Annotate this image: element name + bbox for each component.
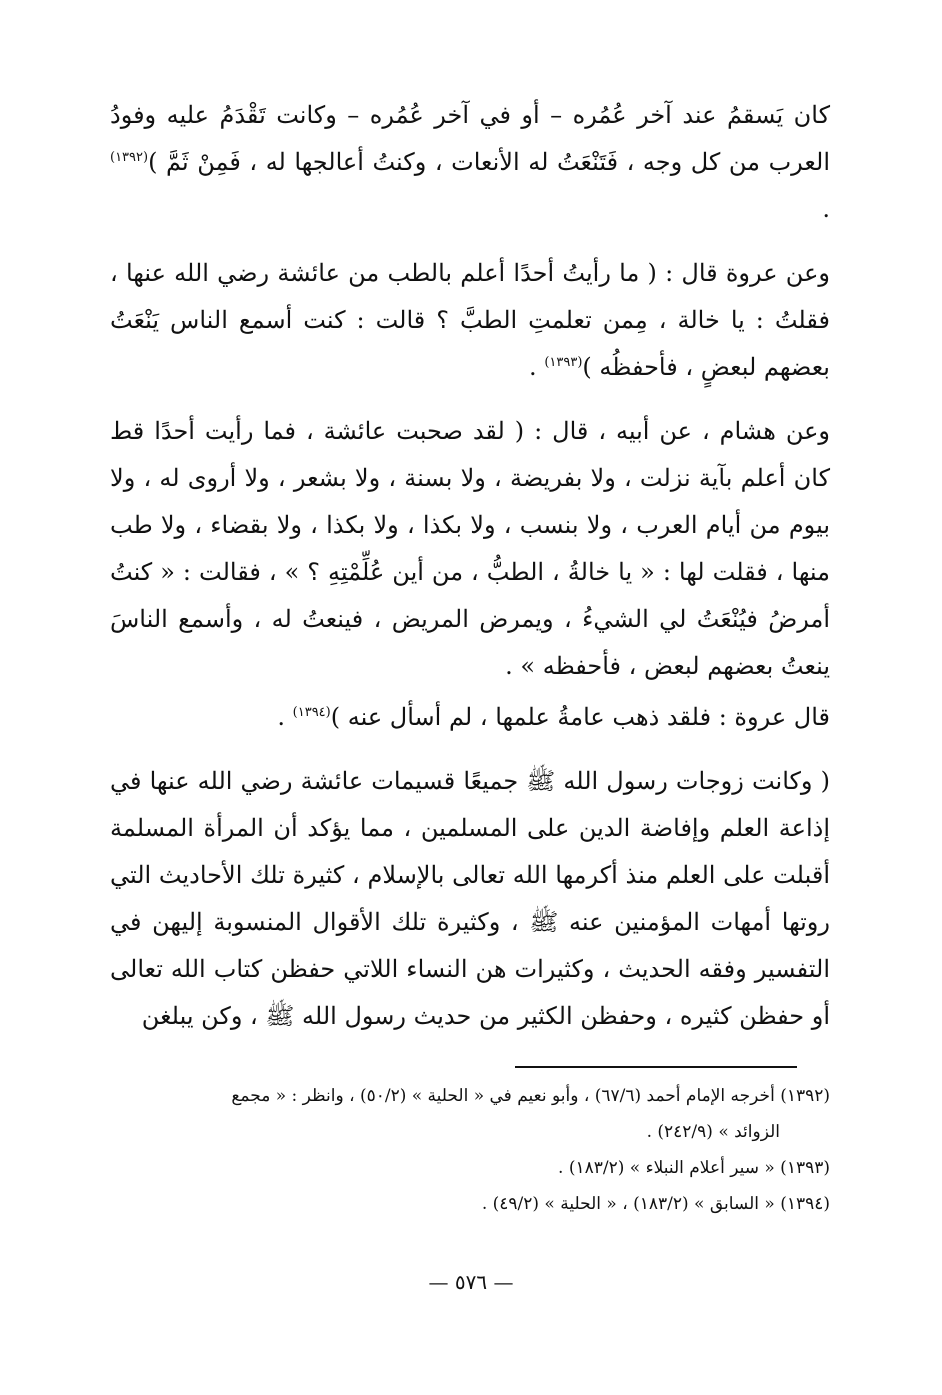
footnote-1392-line2: الزوائد » (٢٤٢/٩) . [646,1122,780,1142]
paragraph-5-text: ( وكانت زوجات رسول الله ﷺ جميعًا قسيمات عائشة رضي الله عنها في إذاعة العلم وإفاضة الدين على المسلمين ، مما يؤكد أن المرأة المسلمة أقبلت على العلم منذ أكرمها الله تعالى بالإسلام ، كثيرة تلك الأحاديث التي روتها أمهات المؤمنين عنه ﷺ ، وكثيرة تلك الأقوال المنسوبة إليهن في التفسير وفقه الحديث ، وكثيرات هن النساء اللاتي حفظن كتاب الله تعالى أو حفظن كثيره ، وحفظن الكثير من حديث رسول الله ﷺ ، وكن يبلغن [110,767,831,1030]
footnote-divider [515,1066,797,1068]
paragraph-1 [110,92,830,233]
paragraph-4 [110,694,830,741]
footnote-1394 [110,1186,830,1222]
paragraph-2-end: . [529,353,545,381]
paragraph-1-text: كان يَسقمُ عند آخر عُمُره – أو في آخر عُمُره – وكانت تَقْدَمُ عليه وفودُ العرب من كل وجه ، فَتَنْعَتُ له الأنعات ، وكنتُ أعالجها له ، فَمِنْ ثَمَّ ) [110,101,830,176]
paragraph-3 [110,408,830,690]
paragraph-2-text: وعن عروة قال : ( ما رأيتُ أحدًا أعلم بالطب من عائشة رضي الله عنها ، فقلتُ : يا خالة ، مِمن تعلمتِ الطبَّ ؟ قالت : كنت أسمع الناس يَنْعَتُ بعضهم لبعضٍ ، فأحفظُه ) [110,259,830,381]
paragraph-2 [110,250,830,391]
footnote-1392 [110,1078,830,1150]
main-text [110,92,830,1057]
paragraph-4-text: قال عروة : فلقد ذهب عامةُ علمها ، لم أسأل عنه ) [330,703,830,731]
footnote-1392-line1: (١٣٩٢) أخرجه الإمام أحمد (٦٧/٦) ، وأبو نعيم في « الحلية » (٥٠/٢) ، وانظر : « مجمع [231,1086,830,1106]
footnote-1394-line1: (١٣٩٤) « السابق » (١٨٣/٢) ، « الحلية » (٤٩/٢) . [481,1194,830,1214]
footnote-1393 [110,1150,830,1186]
footnote-ref-1392: (١٣٩٢) [110,150,149,165]
footnotes [110,1078,830,1222]
footnote-ref-1394: (١٣٩٤) [292,705,331,720]
paragraph-3-text: وعن هشام ، عن أبيه ، قال : ( لقد صحبت عائشة ، فما رأيت أحدًا قط كان أعلم بآية نزلت ، ولا بفريضة ، ولا بسنة ، ولا بشعر ، ولا أروى له ، ولا بيوم من أيام العرب ، ولا بنسب ، ولا بكذا ، ولا بكذا ، ولا بقضاء ، ولا طب منها ، فقلت لها : « يا خالةُ ، الطبُّ ، من أين عُلِّمْتِهِ ؟ » ، فقالت : « كنتُ أمرضُ فيُنْعَتُ لي الشيءُ ، ويمرض المريض ، فينعتُ له ، وأسمع الناسَ ينعتُ بعضهم لبعض ، فأحفظه » . [110,417,830,680]
footnote-1393-line1: (١٣٩٣) « سير أعلام النبلاء » (١٨٣/٢) . [558,1158,830,1178]
paragraph-5 [110,758,830,1040]
paragraph-1-end: . [822,195,830,223]
page-number: — ٥٧٦ — [428,1270,514,1294]
paragraph-4-end: . [277,703,293,731]
footnote-ref-1393: (١٣٩٣) [544,355,583,370]
